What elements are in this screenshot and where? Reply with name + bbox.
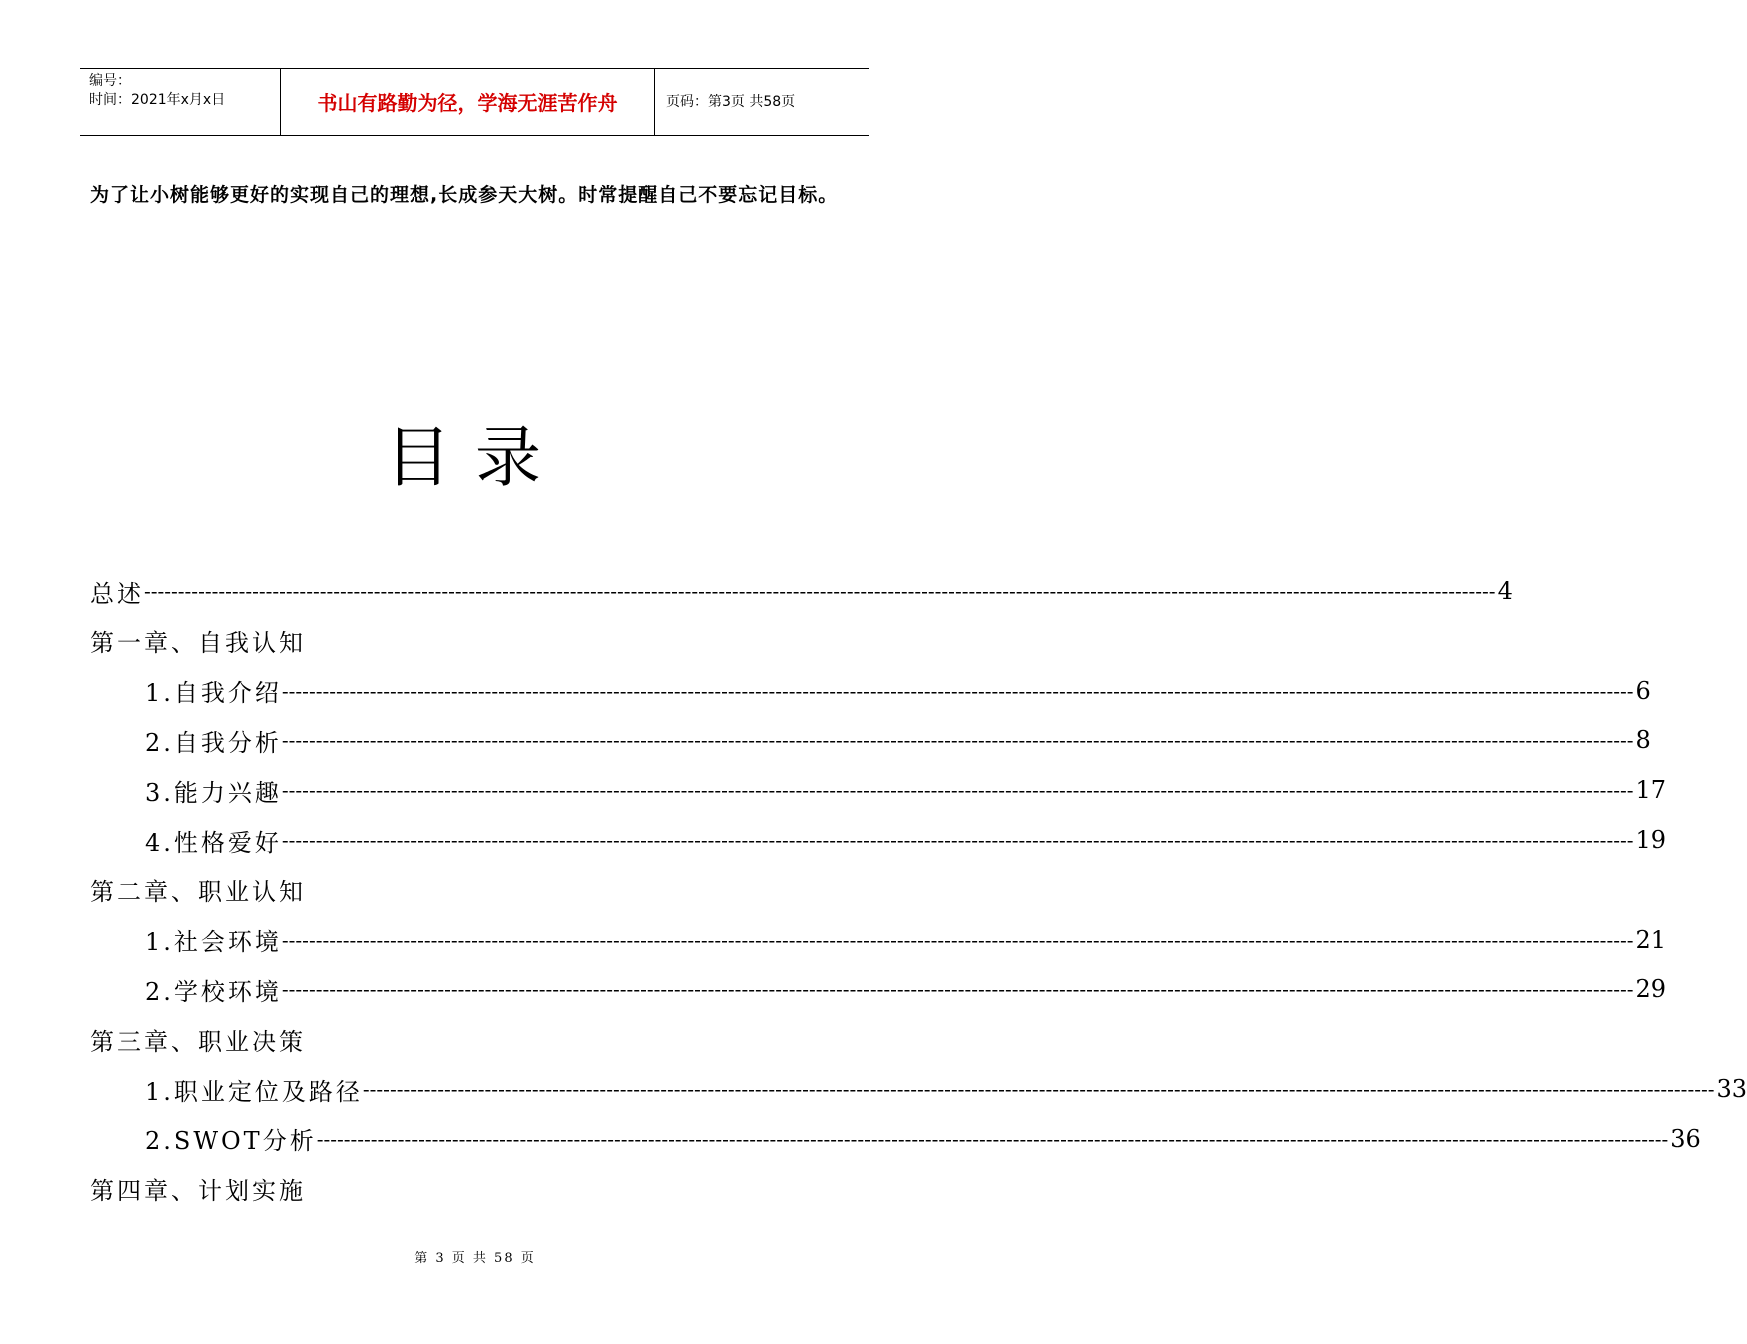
toc-section-entry[interactable] — [145, 815, 1667, 865]
toc-dot-leader: -------------------------------------------------------------------------------------------------------------------------------------------------------------------------------------------------------- — [281, 778, 1634, 803]
toc-page-number: 33 — [1716, 1075, 1747, 1103]
toc-entry-label: 1.自我介绍 — [145, 679, 282, 708]
page-footer: 第 3 页 共 58 页 — [414, 1251, 536, 1266]
toc-dot-leader: -------------------------------------------------------------------------------------------------------------------------------------------------------------------------------------------------------- — [281, 828, 1634, 852]
toc-dot-leader: -------------------------------------------------------------------------------------------------------------------------------------------------------------------------------------------------------- — [281, 728, 1634, 753]
toc-dot-leader: -------------------------------------------------------------------------------------------------------------------------------------------------------------------------------------------------------- — [362, 1077, 1715, 1101]
toc-entry-label: 2.学校环境 — [145, 977, 282, 1006]
toc-entry-label: 3.能力兴趣 — [145, 778, 282, 807]
toc-page-number: 19 — [1635, 826, 1667, 854]
page-header — [80, 68, 869, 136]
toc-dot-leader: -------------------------------------------------------------------------------------------------------------------------------------------------------------------------------------------------------- — [281, 927, 1634, 952]
toc-chapter-entry[interactable] — [90, 616, 306, 666]
toc-dot-leader: -------------------------------------------------------------------------------------------------------------------------------------------------------------------------------------------------------- — [281, 977, 1634, 1002]
header-page-info: 页码：第3页 共58页 — [666, 94, 796, 110]
toc-entry-label: 第三章、职业决策 — [90, 1027, 306, 1056]
toc-entry-label: 2.SWOT分析 — [145, 1127, 317, 1156]
toc-chapter-entry[interactable] — [90, 566, 1513, 616]
toc-page-number: 8 — [1635, 726, 1651, 755]
toc-dot-leader: -------------------------------------------------------------------------------------------------------------------------------------------------------------------------------------------------------- — [281, 678, 1634, 703]
toc-title: 目录 — [385, 419, 565, 496]
toc-section-entry[interactable] — [145, 715, 1651, 765]
toc-page-number: 17 — [1635, 776, 1667, 805]
document-time-label: 时间：2021年x月x日 — [89, 92, 226, 108]
header-motto: 书山有路勤为径，学海无涯苦作舟 — [281, 69, 655, 135]
intro-paragraph: 为了让小树能够更好的实现自己的理想,长成参天大树。时常提醒自己不要忘记目标。 — [90, 184, 839, 206]
toc-entry-label: 总述 — [90, 579, 144, 608]
toc-section-entry[interactable] — [145, 1064, 1747, 1114]
toc-dot-leader: -------------------------------------------------------------------------------------------------------------------------------------------------------------------------------------------------------- — [316, 1126, 1669, 1151]
toc-chapter-entry[interactable] — [90, 1014, 306, 1064]
toc-section-entry[interactable] — [145, 1114, 1701, 1164]
toc-entry-label: 第二章、职业认知 — [90, 878, 306, 907]
toc-section-entry[interactable] — [145, 915, 1667, 965]
toc-section-entry[interactable] — [145, 964, 1667, 1014]
toc-entry-label: 第一章、自我认知 — [90, 629, 306, 658]
toc-page-number: 29 — [1635, 975, 1667, 1004]
toc-chapter-entry[interactable] — [90, 1164, 306, 1214]
toc-entry-label: 第四章、计划实施 — [90, 1177, 306, 1206]
toc-page-number: 21 — [1635, 925, 1667, 954]
toc-page-number: 4 — [1497, 577, 1513, 605]
toc-entry-label: 4.性格爱好 — [145, 828, 282, 857]
toc-page-number: 36 — [1670, 1124, 1701, 1153]
toc-section-entry[interactable] — [145, 666, 1651, 716]
toc-dot-leader: -------------------------------------------------------------------------------------------------------------------------------------------------------------------------------------------------------- — [144, 579, 1496, 603]
toc-entry-label: 1.职业定位及路径 — [145, 1077, 363, 1106]
toc-entry-label: 1.社会环境 — [145, 928, 282, 957]
toc-page-number: 6 — [1635, 676, 1651, 705]
document-number-label: 编号： — [89, 73, 131, 89]
toc-entry-label: 2.自我分析 — [145, 728, 282, 757]
toc-chapter-entry[interactable] — [90, 865, 306, 915]
header-meta — [80, 69, 281, 135]
toc-section-entry[interactable] — [145, 765, 1667, 815]
